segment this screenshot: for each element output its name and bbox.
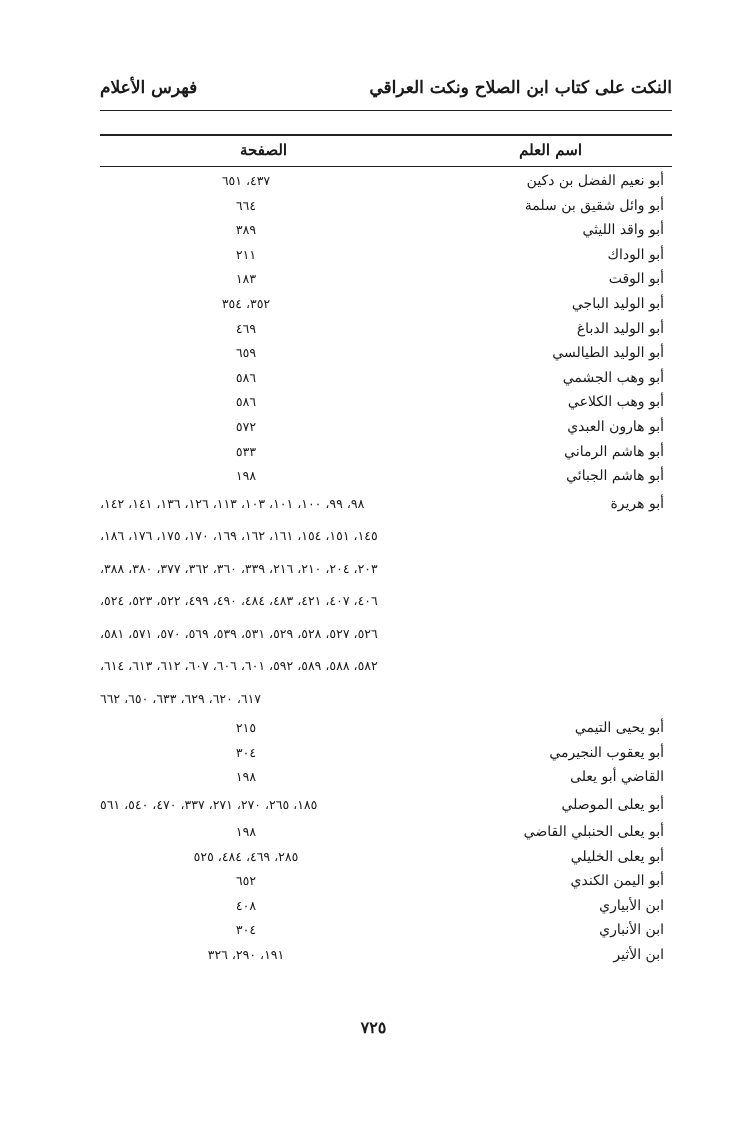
entry-pages	[100, 763, 392, 788]
page-refs-line: ٢٨٥، ٤٦٩، ٤٨٤، ٥٢٥	[193, 848, 299, 864]
table-row	[100, 438, 672, 463]
page-refs-line: ١٤٥، ١٥١، ١٥٤، ١٦١، ١٦٢، ١٦٩، ١٧٠، ١٧٥، ١٧٦، ١٨٦،	[100, 528, 378, 544]
page-refs-line: ٤٠٨	[235, 897, 257, 913]
entry-pages	[100, 843, 392, 868]
table-row	[100, 413, 672, 438]
table-row	[100, 818, 672, 843]
header-rule	[100, 110, 672, 111]
table-row	[100, 843, 672, 868]
entry-pages	[100, 290, 392, 315]
entry-name: أبو هريرة	[610, 495, 664, 512]
entry-name: أبو وهب الجشمي	[562, 369, 664, 386]
entry-pages	[100, 941, 392, 966]
entry-pages	[100, 241, 392, 266]
page-refs-line: ١٩٨	[235, 824, 257, 839]
page-refs-line: ٦٥٢	[235, 873, 257, 889]
table-row	[100, 462, 672, 487]
entry-pages	[100, 167, 392, 192]
entry-name: أبو هاشم الرماني	[564, 443, 664, 460]
table-header	[100, 134, 672, 167]
entry-pages	[100, 739, 392, 764]
page-refs-line: ١٩١، ٢٩٠، ٣٢٦	[207, 946, 285, 962]
table-row	[100, 788, 672, 818]
entry-name: أبو هارون العبدي	[567, 418, 664, 435]
page-refs-line: ١٨٣	[235, 271, 257, 287]
page-refs-line: ٤٠٦، ٤٠٧، ٤٢١، ٤٨٣، ٤٨٤، ٤٩٠، ٤٩٩، ٥٢٢، ٥٢٣، ٥٢٤،	[100, 593, 378, 609]
column-header-name: اسم العلم	[519, 141, 582, 159]
page-refs-line: ١٩٨	[235, 769, 257, 785]
page-refs-line: ٦١٧، ٦٢٠، ٦٢٩، ٦٣٣، ٦٥٠، ٦٦٢	[100, 690, 262, 706]
names-index-table	[100, 134, 672, 966]
table-row	[100, 315, 672, 340]
entry-pages	[100, 413, 392, 438]
page-refs-line: ١٩٨	[235, 468, 257, 484]
entry-pages	[100, 462, 392, 487]
entry-name: أبو هاشم الجبائي	[566, 468, 664, 485]
page-refs-line: ٢٠٣، ٢٠٤، ٢١٠، ٢١٦، ٣٣٩، ٣٦٠، ٣٦٢، ٣٧٧، ٣٨٠، ٣٨٨،	[100, 560, 378, 576]
entry-name: أبو الوداك	[607, 246, 664, 263]
entry-name: أبو يعقوب النجيرمي	[549, 744, 664, 761]
table-row	[100, 487, 672, 715]
page-refs-line: ٣٨٩	[235, 222, 257, 238]
entry-pages	[100, 339, 392, 364]
page-refs-line: ٥٢٦، ٥٢٧، ٥٢٨، ٥٢٩، ٥٣١، ٥٣٩، ٥٦٩، ٥٧٠، ٥٧١، ٥٨١،	[100, 625, 378, 641]
page-refs-line: ٣٠٤	[235, 744, 257, 760]
page-refs-line: ٢١١	[235, 246, 257, 262]
page-refs-line: ٤٣٧، ٦٥١	[221, 173, 271, 188]
table-row	[100, 892, 672, 917]
section-title: فهرس الأعلام	[100, 78, 198, 98]
table-row	[100, 290, 672, 315]
entry-name: أبو يعلى الخليلي	[570, 848, 664, 865]
table-row	[100, 364, 672, 389]
entry-name: أبو وائل شقيق بن سلمة	[524, 197, 664, 214]
table-row	[100, 192, 672, 217]
entry-name: القاضي أبو يعلى	[570, 769, 664, 786]
entry-name: ابن الأنباري	[599, 922, 664, 939]
entry-pages	[100, 892, 392, 917]
entry-pages	[100, 265, 392, 290]
table-row	[100, 388, 672, 413]
column-header-page: الصفحة	[240, 141, 288, 159]
table-row	[100, 339, 672, 364]
entry-pages	[100, 438, 392, 463]
entry-pages	[100, 388, 392, 413]
entry-name: أبو الوقت	[608, 271, 664, 288]
table-row	[100, 241, 672, 266]
page-refs-line: ٤٦٩	[235, 320, 257, 336]
page-refs-line: ٢١٥	[235, 720, 257, 736]
entry-name: أبو الوليد الدباغ	[576, 320, 664, 337]
entry-name: أبو يعلى الحنبلي القاضي	[523, 824, 664, 840]
entry-name: أبو اليمن الكندي	[570, 873, 664, 890]
entry-pages	[100, 487, 392, 715]
page-refs-line: ٣٠٤	[235, 922, 257, 938]
table-row	[100, 941, 672, 966]
table-row	[100, 216, 672, 241]
page-refs-line: ٥٣٣	[235, 443, 257, 459]
entry-name: أبو الوليد الطيالسي	[552, 345, 664, 362]
entry-name: أبو الوليد الباجي	[571, 295, 664, 312]
page-refs-line: ٣٥٢، ٣٥٤	[221, 295, 271, 311]
page-refs-line: ١٨٥، ٢٦٥، ٢٧٠، ٢٧١، ٣٣٧، ٤٧٠، ٥٤٠، ٥٦١	[100, 797, 318, 812]
book-title: النكت على كتاب ابن الصلاح ونكت العراقي	[369, 78, 672, 98]
table-row	[100, 167, 672, 192]
table-row	[100, 916, 672, 941]
page-refs-line: ٦٥٩	[235, 345, 257, 361]
entry-name: ابن الأبياري	[599, 897, 664, 914]
page-refs-line: ٩٨، ٩٩، ١٠٠، ١٠١، ١٠٣، ١١٣، ١٢٦، ١٣٦، ١٤١، ١٤٢،	[100, 495, 365, 511]
entry-pages	[100, 818, 392, 843]
table-row	[100, 763, 672, 788]
page-refs-line: ٥٧٢	[235, 418, 257, 434]
entry-pages	[100, 714, 392, 739]
table-body	[100, 167, 672, 966]
entry-name: ابن الأثير	[613, 946, 664, 963]
entry-name: أبو نعيم الفضل بن دكين	[526, 173, 664, 189]
table-row	[100, 265, 672, 290]
entry-pages	[100, 867, 392, 892]
page-refs-line: ٥٨٢، ٥٨٨، ٥٨٩، ٥٩٢، ٦٠١، ٦٠٦، ٦٠٧، ٦١٢، ٦١٣، ٦١٤،	[100, 658, 378, 674]
entry-name: أبو يحيى التيمي	[574, 720, 664, 737]
entry-pages	[100, 364, 392, 389]
page-refs-line: ٥٨٦	[235, 369, 257, 385]
page-refs-line: ٦٦٤	[235, 197, 257, 213]
running-header	[100, 78, 672, 106]
entry-pages	[100, 315, 392, 340]
entry-name: أبو يعلى الموصلي	[561, 797, 664, 813]
entry-pages	[100, 192, 392, 217]
entry-name: أبو وهب الكلاعي	[567, 394, 664, 411]
entry-name: أبو واقد الليثي	[582, 222, 664, 239]
entry-pages	[100, 216, 392, 241]
table-row	[100, 739, 672, 764]
page-number: ٧٢٥	[360, 1018, 387, 1037]
table-row	[100, 867, 672, 892]
entry-pages	[100, 916, 392, 941]
page-refs-line: ٥٨٦	[235, 394, 257, 410]
table-row	[100, 714, 672, 739]
entry-pages	[100, 788, 392, 818]
